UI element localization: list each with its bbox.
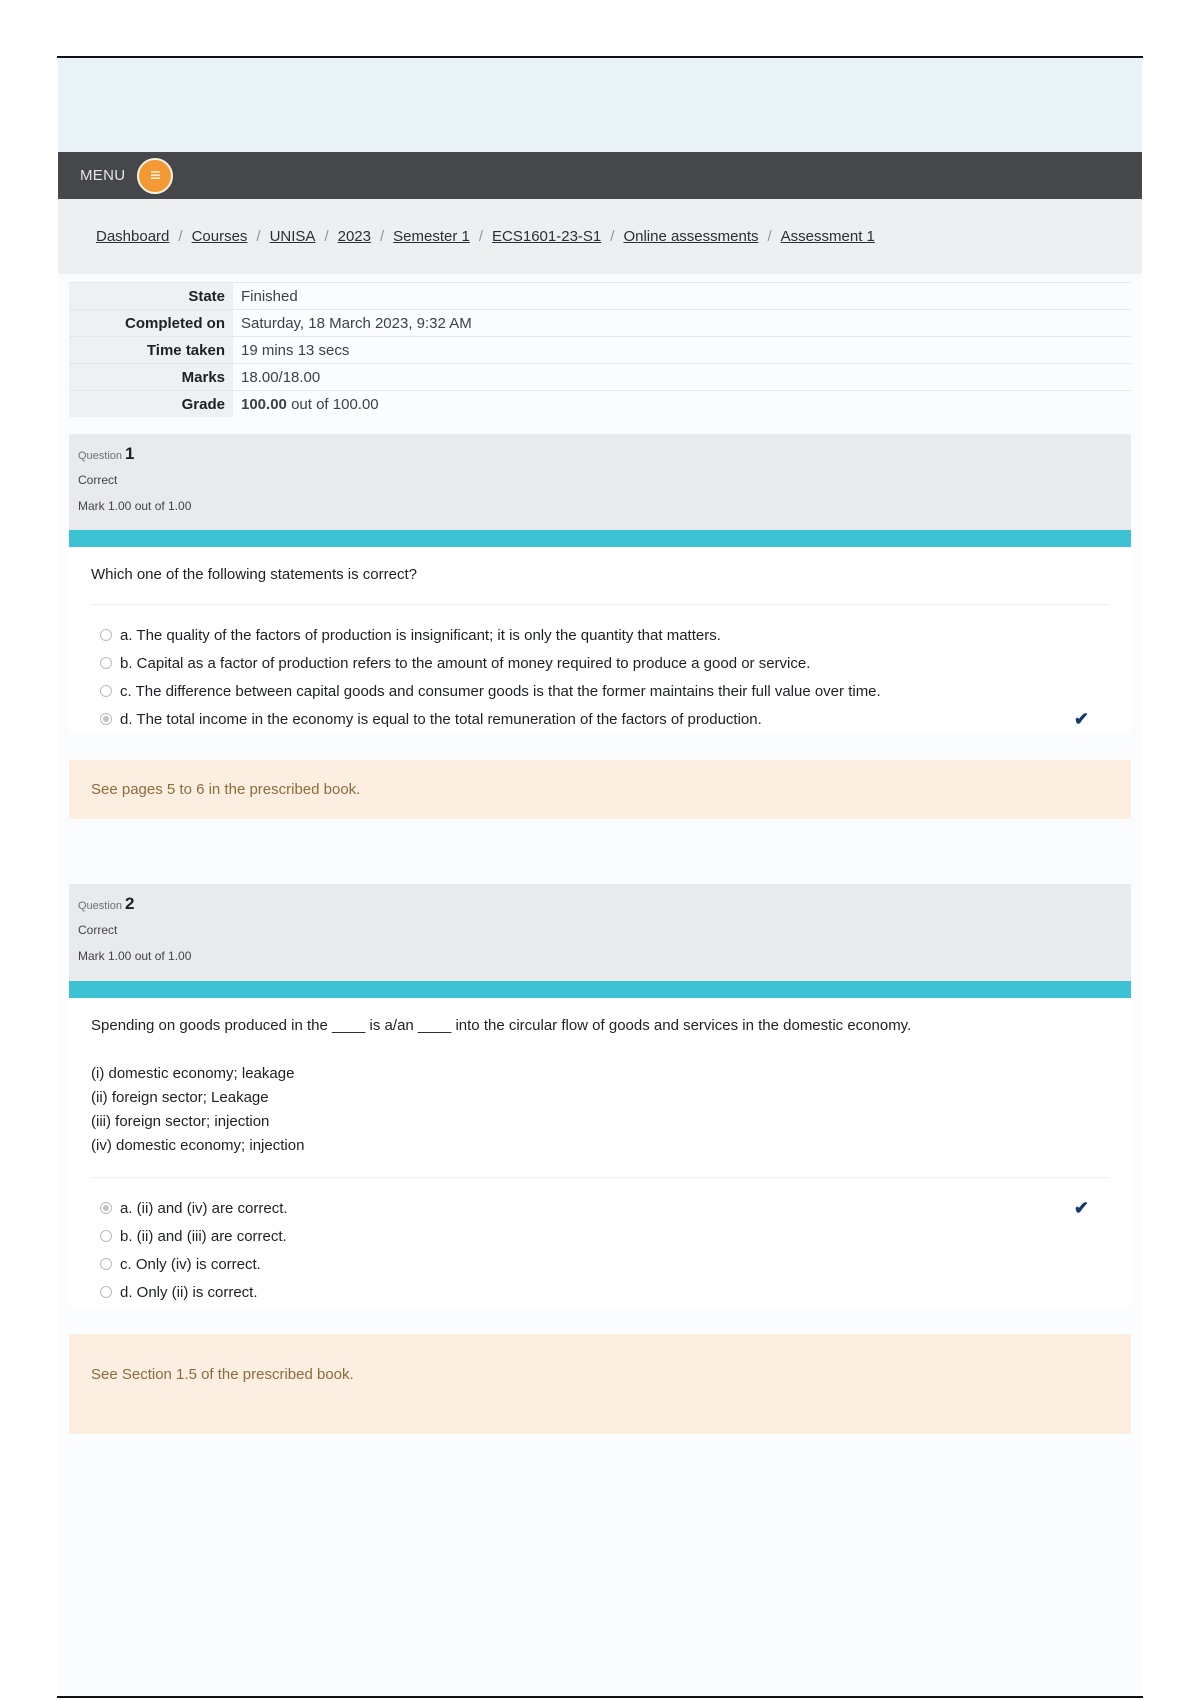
breadcrumb-semester[interactable]: Semester 1 [393, 228, 470, 245]
question-1-feedback: See pages 5 to 6 in the prescribed book. [69, 760, 1131, 819]
radio-button-selected[interactable] [100, 713, 112, 725]
radio-button[interactable] [100, 685, 112, 697]
option-a[interactable]: a. (ii) and (iv) are correct. ✔ [91, 1194, 1109, 1222]
question-number: 1 [125, 444, 135, 463]
question-2-bar [69, 981, 1131, 998]
summary-row-marks: Marks 18.00/18.00 [69, 364, 1131, 391]
radio-button[interactable] [100, 629, 112, 641]
statement-iii: (iii) foreign sector; injection [91, 1113, 270, 1130]
page-frame [58, 58, 1142, 1696]
question-mark: Mark 1.00 out of 1.00 [78, 949, 192, 963]
hamburger-icon: ≡ [150, 165, 161, 185]
header-banner [58, 58, 1142, 152]
question-text: Spending on goods produced in the ____ is a/an ____ into the circular flow of goods and services in the domestic economy. [91, 1017, 912, 1034]
attempt-summary-table [69, 282, 1131, 417]
radio-button-selected[interactable] [100, 1202, 112, 1214]
bottom-page-rule [57, 1696, 1143, 1698]
grade-value: 100.00 [241, 395, 287, 413]
question-1-info: Question 1 Correct Mark 1.00 out of 1.00 [69, 434, 1131, 530]
breadcrumb-assessment[interactable]: Assessment 1 [780, 228, 875, 245]
summary-row-completed: Completed on Saturday, 18 March 2023, 9:32 AM [69, 310, 1131, 337]
radio-button[interactable] [100, 1258, 112, 1270]
question-2-body [69, 998, 1131, 1306]
option-b[interactable]: b. (ii) and (iii) are correct. [91, 1222, 1109, 1250]
radio-button[interactable] [100, 657, 112, 669]
question-number: 2 [125, 894, 135, 913]
hamburger-menu-button[interactable] [137, 158, 173, 194]
breadcrumb-course[interactable]: ECS1601-23-S1 [492, 228, 602, 245]
question-1 [69, 434, 1131, 819]
question-state: Correct [78, 923, 118, 937]
question-mark: Mark 1.00 out of 1.00 [78, 499, 192, 513]
option-b[interactable]: b. Capital as a factor of production refers to the amount of money required to produce a good or service. [91, 649, 1109, 677]
summary-row-state: State Finished [69, 283, 1131, 310]
option-d[interactable]: d. Only (ii) is correct. [91, 1278, 1109, 1306]
breadcrumb-online-assessments[interactable]: Online assessments [623, 228, 759, 245]
breadcrumb-courses[interactable]: Courses [191, 228, 248, 245]
grade-out-of: out of 100.00 [291, 395, 379, 413]
breadcrumb-dashboard[interactable]: Dashboard [96, 228, 170, 245]
correct-check-icon: ✔ [1073, 708, 1089, 729]
option-a[interactable]: a. The quality of the factors of production is insignificant; it is only the quantity that matters. [91, 621, 1109, 649]
question-2-feedback: See Section 1.5 of the prescribed book. [69, 1334, 1131, 1434]
option-c[interactable]: c. The difference between capital goods and consumer goods is that the former maintains their full value over time. [91, 677, 1109, 705]
question-1-bar [69, 530, 1131, 547]
breadcrumb-year[interactable]: 2023 [337, 228, 371, 245]
question-text: Which one of the following statements is correct? [91, 566, 417, 583]
statement-i: (i) domestic economy; leakage [91, 1065, 295, 1082]
question-2-info: Question 2 Correct Mark 1.00 out of 1.00 [69, 884, 1131, 981]
option-c[interactable]: c. Only (iv) is correct. [91, 1250, 1109, 1278]
question-1-body [69, 547, 1131, 733]
menu-label: MENU [80, 167, 126, 184]
radio-button[interactable] [100, 1230, 112, 1242]
question-2 [69, 884, 1131, 1434]
option-d[interactable]: d. The total income in the economy is equal to the total remuneration of the factors of production. ✔ [91, 705, 1109, 733]
breadcrumb: Dashboard / Courses / UNISA / 2023 / Semester 1 / ECS1601-23-S1 / Online assessments / Assessment 1 [58, 199, 1142, 274]
summary-row-grade: Grade 100.00 out of 100.00 [69, 391, 1131, 418]
statement-iv: (iv) domestic economy; injection [91, 1137, 305, 1154]
breadcrumb-unisa[interactable]: UNISA [269, 228, 316, 245]
statement-ii: (ii) foreign sector; Leakage [91, 1089, 269, 1106]
summary-row-time: Time taken 19 mins 13 secs [69, 337, 1131, 364]
correct-check-icon: ✔ [1073, 1197, 1089, 1218]
question-state: Correct [78, 473, 118, 487]
radio-button[interactable] [100, 1286, 112, 1298]
top-navbar [58, 152, 1142, 199]
